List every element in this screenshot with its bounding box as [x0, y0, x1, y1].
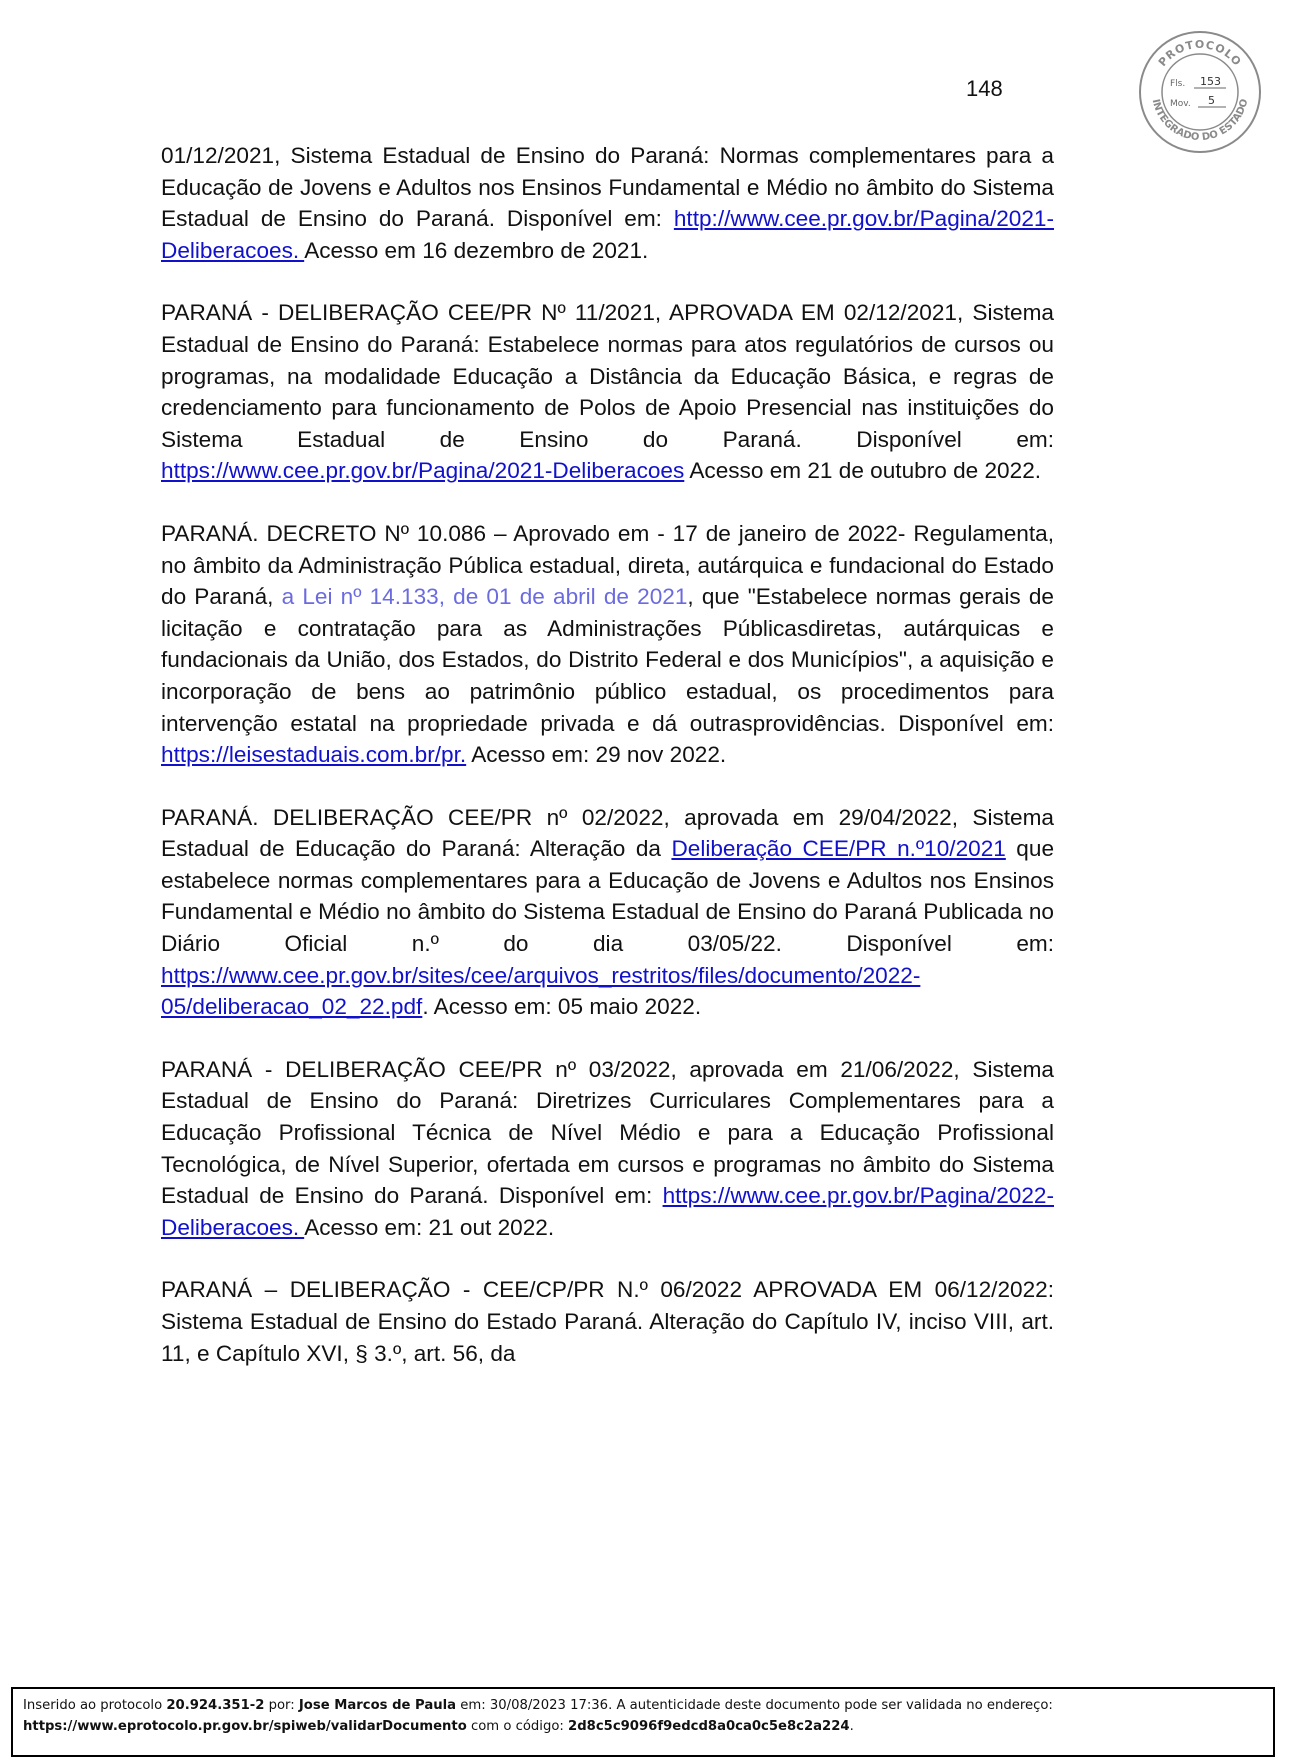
reference-link[interactable]: https://www.cee.pr.gov.br/Pagina/2022-Deliberacoes. — [161, 1183, 1054, 1240]
reference-text: PARANÁ. DECRETO Nº 10.086 – Aprovado em - 17 de janeiro de 2022- Regulamenta, no âmbito da Administração Pública estadual, direta, autárquica e fundacional do Estado do Paraná, — [161, 520, 1054, 610]
footer-validation-code: 2d8c5c9096f9edcd8a0ca0c5e8c2a224 — [568, 1719, 850, 1734]
reference-link[interactable]: https://leisestaduais.com.br/pr. — [161, 742, 467, 768]
reference-text: que estabelece normas complementares para a Educação de Jovens e Adultos nos Ensinos Fundamental e Médio no âmbito do Sistema Estadual de Ensino do Paraná Publicada no Diário Oficial n.º do dia 03/05/22. Disponível em: — [161, 836, 1055, 957]
page-number: 148 — [966, 76, 1003, 101]
references-list — [161, 140, 1054, 1369]
stamp-fls-label: Fls. — [1170, 79, 1186, 89]
reference-text: Acesso em: 29 nov 2022. — [466, 742, 727, 768]
reference-text: PARANÁ. DELIBERAÇÃO CEE/PR nº 02/2022, aprovada em 29/04/2022, Sistema Estadual de Educação do Paraná: Alteração da — [161, 804, 1054, 862]
reference-text: 01/12/2021, Sistema Estadual de Ensino do Paraná: Normas complementares para a Educação de Jovens e Adultos nos Ensinos Fundamental e Médio no âmbito do Sistema Estadual de Ensino do Paraná. Disponível em: — [161, 143, 1054, 232]
reference-text: Acesso em: 21 out 2022. — [304, 1214, 555, 1240]
footer-text: . — [849, 1719, 854, 1734]
footer-author: Jose Marcos de Paula — [298, 1698, 457, 1713]
law-reference: a Lei nº 14.133, de 01 de abril de 2021 — [281, 584, 688, 610]
stamp-mov-value: 5 — [1208, 94, 1215, 107]
reference-item — [161, 297, 1054, 487]
reference-link[interactable]: Deliberação CEE/PR n.º10/2021 — [671, 836, 1006, 862]
stamp-top-text: PROTOCOLO — [1155, 38, 1245, 69]
reference-text: , que "Estabelece normas gerais de licitação e contratação para as Administrações Públicasdiretas, autárquicas e fundacionais da União, dos Estados, do Distrito Federal e dos Municípios", a aquisição e incorporação de bens ao patrimônio público estadual, os procedimentos para intervenção estatal na propriedade privada e dá outrasprovidências. Disponível em: — [161, 584, 1054, 736]
footer-text: por: — [264, 1698, 299, 1713]
reference-text: . Acesso em: 05 maio 2022. — [422, 994, 702, 1020]
reference-link[interactable]: https://www.cee.pr.gov.br/sites/cee/arquivos_restritos/files/documento/2022-05/deliberacao_02_22.pdf — [161, 962, 921, 1020]
footer-validation-url[interactable]: https://www.eprotocolo.pr.gov.br/spiweb/validarDocumento — [23, 1719, 467, 1734]
stamp-bottom-text: INTEGRADO DO ESTADO — [1149, 97, 1251, 144]
reference-text: Acesso em 16 dezembro de 2021. — [304, 237, 649, 263]
authentication-footer — [11, 1687, 1275, 1757]
reference-item — [161, 518, 1054, 771]
footer-text: em: 30/08/2023 17:36. A autenticidade deste documento pode ser validada no endereço: — [456, 1698, 1053, 1713]
reference-link[interactable]: http://www.cee.pr.gov.br/Pagina/2021- — [673, 206, 1054, 232]
reference-item — [161, 140, 1054, 266]
stamp-fls-value: 153 — [1200, 75, 1221, 88]
reference-text: PARANÁ – DELIBERAÇÃO - CEE/CP/PR N.º 06/2022 APROVADA EM 06/12/2022: Sistema Estadual de Ensino do Estado Paraná. Alteração do Capítulo IV, inciso VIII, art. 11, e Capítulo XVI, § 3.º, art. 56, da — [161, 1277, 1054, 1366]
reference-text: Acesso em 21 de outubro de 2022. — [684, 458, 1042, 484]
reference-item — [161, 1274, 1054, 1369]
reference-item — [161, 1054, 1054, 1244]
reference-text: PARANÁ - DELIBERAÇÃO CEE/PR Nº 11/2021, APROVADA EM 02/12/2021, Sistema Estadual de Ensino do Paraná: Estabelece normas para atos regulatórios de cursos ou programas, na modalidade Educação a Distância da Educação Básica, e regras de credenciamento para funcionamento de Polos de Apoio Presencial nas instituições do Sistema Estadual de Ensino do Paraná. Disponível em: — [161, 300, 1054, 452]
stamp-mov-label: Mov. — [1170, 99, 1191, 109]
protocol-stamp — [1138, 30, 1262, 154]
footer-protocol-number: 20.924.351-2 — [166, 1698, 265, 1713]
footer-text: Inserido ao protocolo — [23, 1698, 167, 1713]
footer-text: com o código: — [466, 1719, 569, 1734]
reference-text: PARANÁ - DELIBERAÇÃO CEE/PR nº 03/2022, aprovada em 21/06/2022, Sistema Estadual de Ensino do Paraná: Diretrizes Curriculares Complementares para a Educação Profissional Técnica de Nível Médio e para a Educação Profissional Tecnológica, de Nível Superior, ofertada em cursos e programas no âmbito do Sistema Estadual de Ensino do Paraná. Disponível em: — [161, 1056, 1054, 1209]
reference-item — [161, 802, 1054, 1023]
reference-link[interactable]: Deliberacoes. — [161, 237, 305, 263]
reference-link[interactable]: https://www.cee.pr.gov.br/Pagina/2021-Deliberacoes — [161, 458, 685, 484]
